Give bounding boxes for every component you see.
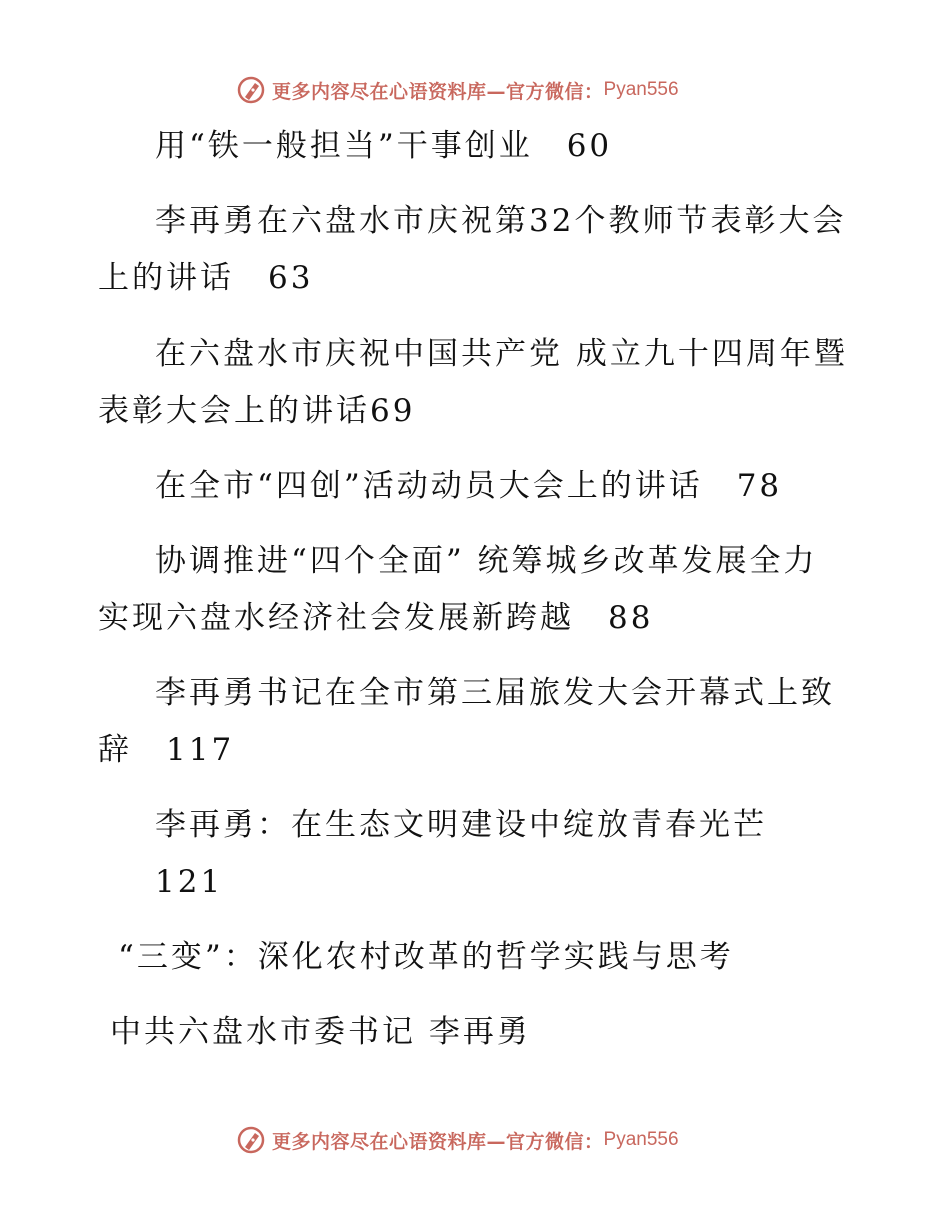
toc-entry-continuation: 实现六盘水经济社会发展新跨越 88 [98, 600, 654, 636]
pen-nib-circle-icon [236, 1125, 266, 1155]
toc-entry: 在全市“四创”活动动员大会上的讲话 78 [155, 468, 783, 504]
watermark-footer [236, 1124, 679, 1156]
watermark-text: 更多内容尽在心语资料库—官方微信： [272, 1130, 604, 1153]
toc-entry-continuation: 表彰大会上的讲话69 [98, 393, 416, 429]
toc-entry: 用“铁一般担当”干事创业 60 [155, 128, 613, 164]
toc-entry-continuation: 辞 117 [98, 732, 235, 768]
toc-entry: 李再勇：在生态文明建设中绽放青春光芒 [155, 807, 767, 843]
toc-entry: 李再勇在六盘水市庆祝第32个教师节表彰大会 [155, 203, 847, 239]
toc-entry: 在六盘水市庆祝中国共产党 成立九十四周年暨 [155, 336, 848, 372]
toc-entry: 李再勇书记在全市第三届旅发大会开幕式上致 [155, 675, 835, 711]
watermark-handle: Pyan556 [603, 1129, 679, 1150]
toc-entry: 协调推进“四个全面” 统筹城乡改革发展全力 [155, 543, 818, 579]
watermark-text: 更多内容尽在心语资料库—官方微信： [272, 80, 604, 103]
watermark-handle: Pyan556 [603, 79, 679, 100]
toc-entry-continuation: 上的讲话 63 [98, 260, 314, 296]
toc-entry-continuation: 121 [155, 864, 224, 900]
article-author: 中共六盘水市委书记 李再勇 [110, 1014, 531, 1050]
article-title: “三变”：深化农村改革的哲学实践与思考 [118, 939, 734, 975]
